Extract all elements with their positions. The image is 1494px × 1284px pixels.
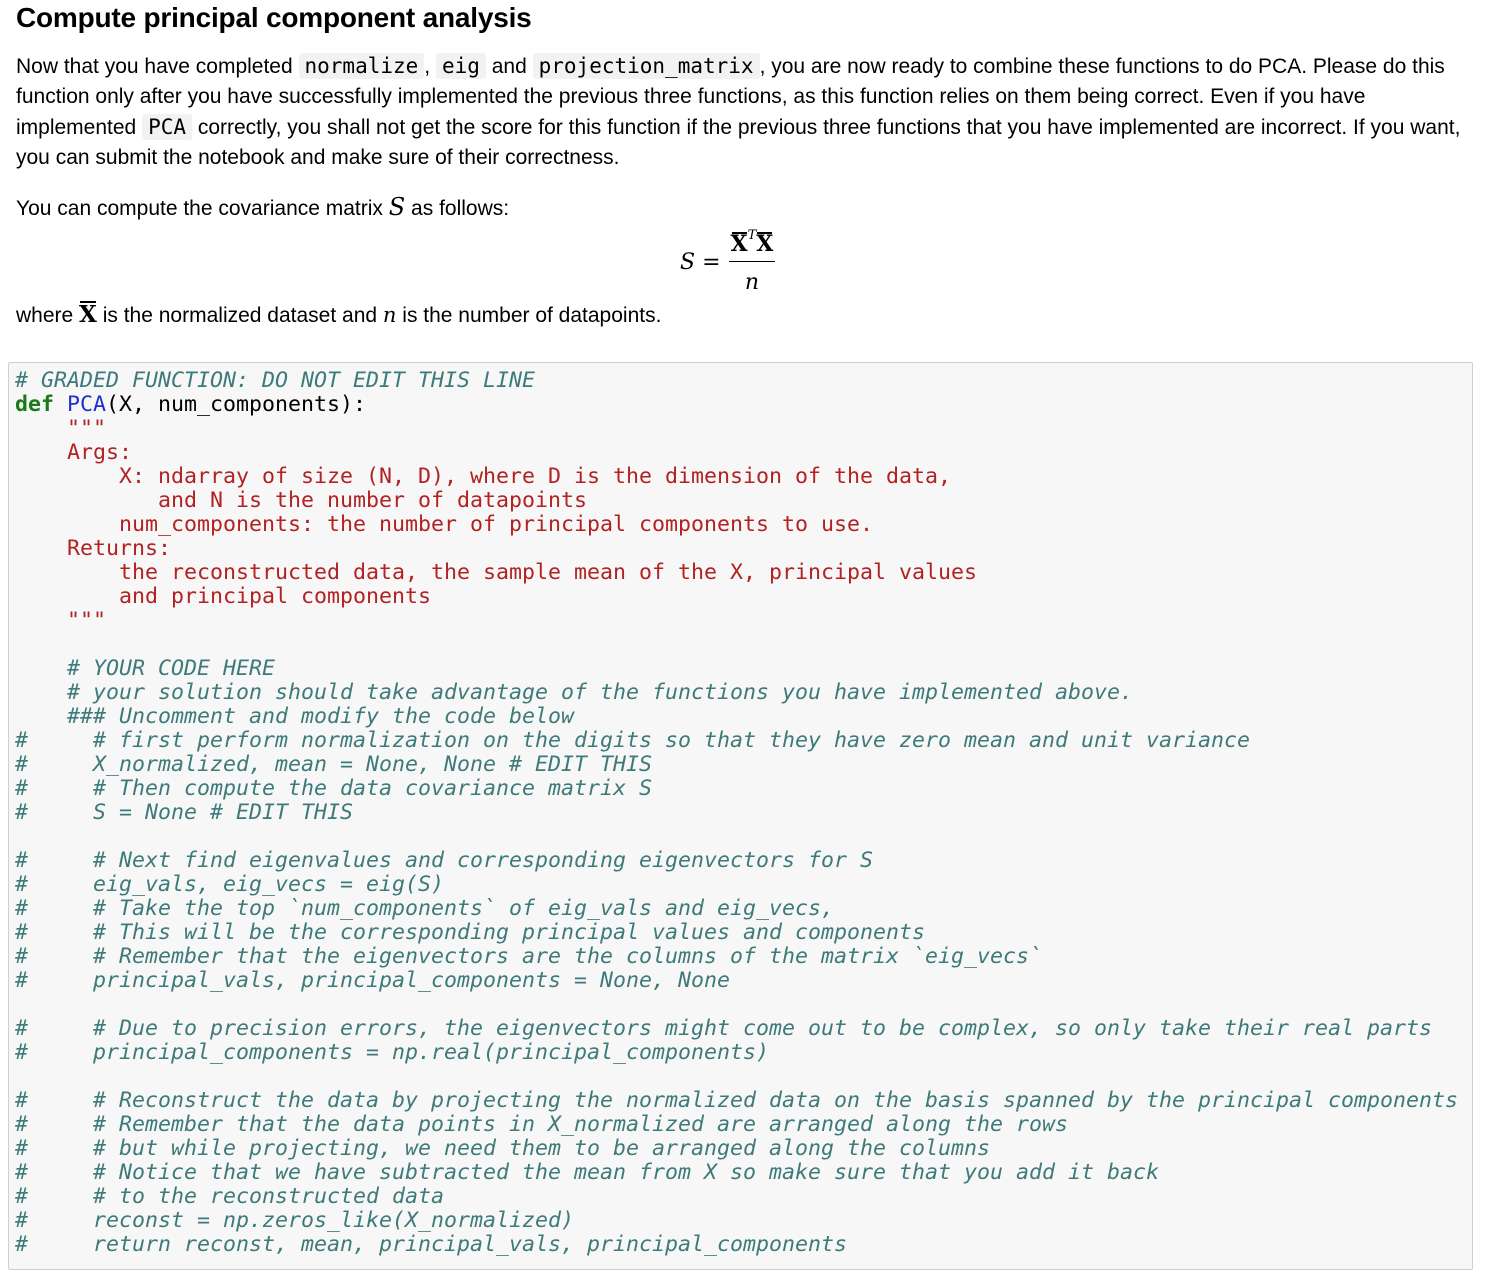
formula-x-bar-2: X <box>756 230 774 257</box>
formula-transpose: T <box>747 227 757 243</box>
formula-denominator: n <box>744 269 759 295</box>
formula-x-bar-1: X <box>730 230 748 257</box>
code-docstring-open: """ <box>15 416 107 441</box>
cov-symbol: S <box>388 193 406 221</box>
code-docstring-body: Args: X: ndarray of size (N, D), where D is the dimension of the data, and N is the number of datapoints num_components: the number of principal components to use. Returns: the reconstructed data, the sample mean of the X, principal values and principal components """ <box>67 440 978 633</box>
inline-code-normalize: normalize <box>299 53 425 79</box>
inline-code-pca: PCA <box>142 114 192 140</box>
where-x-bar: X <box>79 301 97 328</box>
code-commented-solution: # YOUR CODE HERE # your solution should take advantage of the functions you have implemented above. ### Uncomment and modify the code below # # first perform normalization on the digits so that they have zero mean and unit variance # X_normalized, mean = None, None # EDIT THIS # # Then compute the data covariance matrix S # S = None # EDIT THIS # # Next find eigenvalues and corresponding eigenvectors for S # eig_vals, eig_vecs = eig(S) # # Take the top `num_components` of eig_vals and eig_vecs, # # This will be the corresponding principal values and components # # Remember that the eigenvectors are the columns of the matrix `eig_vecs` # principal_vals, principal_components = None, None # # Due to precision errors, the eigenvectors might come out to be complex, so only take their real parts # principal_components = np.real(principal_components) # # Reconstruct the data by projecting the normalized data on the basis spanned by the principal components # # Remember that the data points in X_normalized are arranged along the rows # # but while projecting, we need them to be arranged along the columns # # Notice that we have subtracted the mean from X so make sure that you add it back # # to the reconstructed data # reconst = np.zeros_like(X_normalized) # return reconst, mean, principal_vals, principal_components <box>15 656 1459 1257</box>
intro-text-3: and <box>485 55 533 78</box>
covariance-paragraph <box>16 192 1476 224</box>
formula-numerator <box>729 227 776 262</box>
inline-code-projection-matrix: projection_matrix <box>533 53 760 79</box>
where-text-3: is the number of datapoints. <box>396 304 662 327</box>
intro-paragraph <box>16 51 1476 173</box>
intro-text-5: correctly, you shall not get the score for this function if the previous three functions that you have implemented are incorrect. If you want, you can submit the notebook and make sure of their correctness. <box>16 116 1461 169</box>
where-text-2: is the normalized dataset and <box>96 304 383 327</box>
formula-lhs: S = <box>680 250 721 275</box>
intro-text-4: , you are now ready to combine these functions to do PCA. Please do this function only after you have successfully implemented the previous three functions, as this function relies on them being correct. Even if you have implemented <box>16 55 1445 139</box>
formula-fraction <box>729 227 776 295</box>
intro-text-2: , <box>424 55 436 78</box>
cov-text-2: as follows: <box>405 197 510 220</box>
code-editor[interactable] <box>9 363 1472 1257</box>
cov-text-1: You can compute the covariance matrix <box>16 197 389 220</box>
where-n: n <box>382 303 397 327</box>
code-signature: (X, num_components): <box>106 392 367 417</box>
code-def-keyword: def <box>15 392 55 417</box>
code-graded-comment: # GRADED FUNCTION: DO NOT EDIT THIS LINE <box>15 368 536 393</box>
covariance-formula <box>680 225 775 300</box>
where-paragraph <box>16 300 1476 331</box>
inline-code-eig: eig <box>436 53 486 79</box>
intro-text-1: Now that you have completed <box>16 55 299 78</box>
where-text-1: where <box>16 304 80 327</box>
section-heading: Compute principal component analysis <box>16 2 532 33</box>
code-cell[interactable] <box>8 362 1473 1270</box>
code-function-name: PCA <box>67 392 107 417</box>
